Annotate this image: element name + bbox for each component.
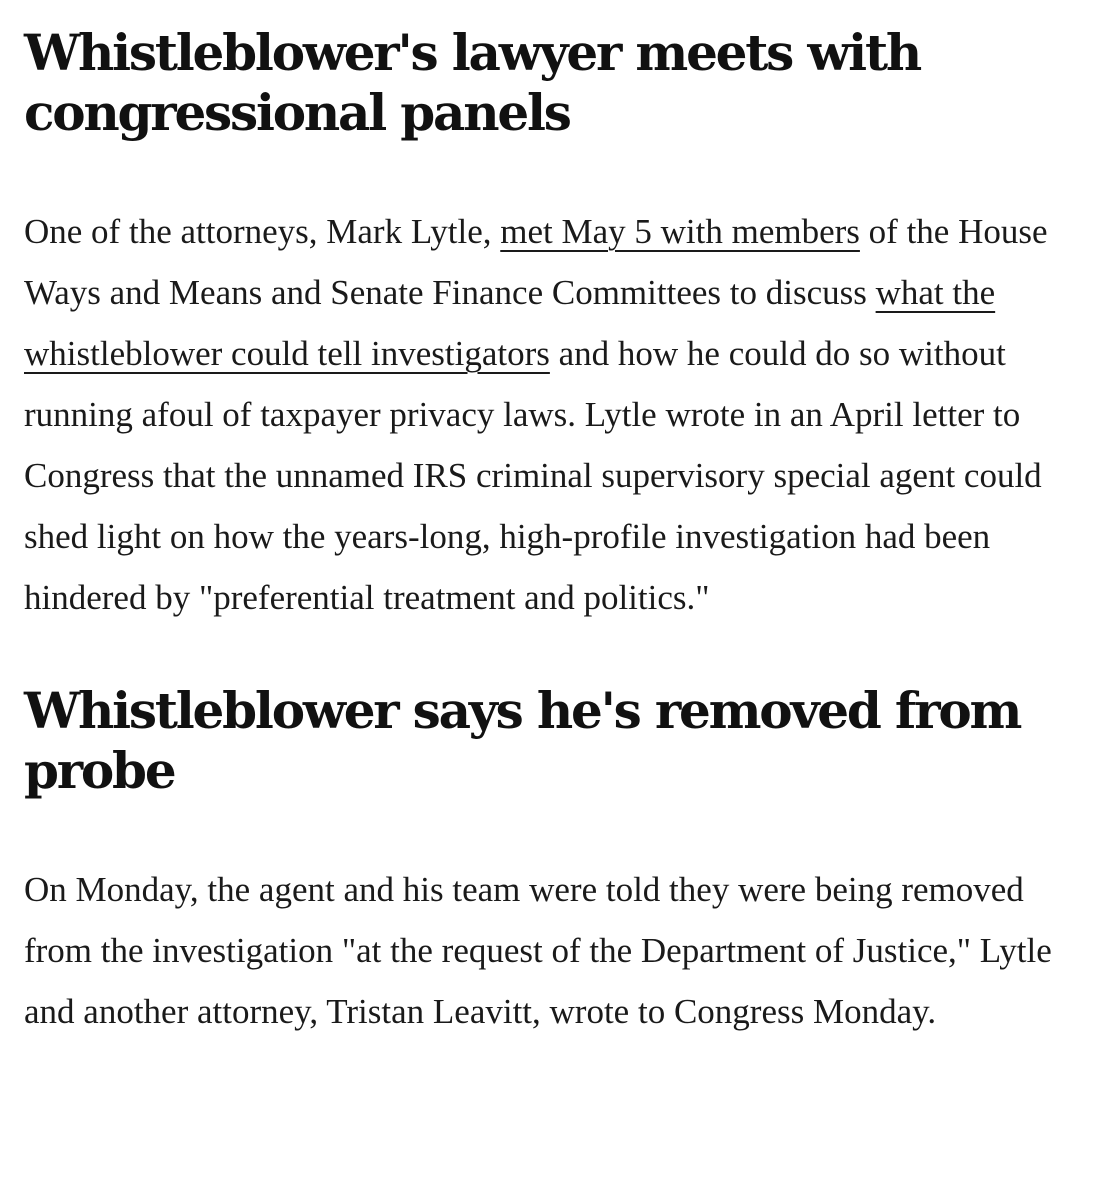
article-paragraph: On Monday, the agent and his team were told they were being removed from the investigation "at the request of the Department of Justice," Lytle and another attorney, Tristan Leavitt, wrote to Congress Monday. xyxy=(24,870,1052,1031)
section-heading: Whistleblower says he's removed from probe xyxy=(24,681,1021,800)
section-heading: Whistleblower's lawyer meets with congressional panels xyxy=(24,23,921,142)
paragraph-text: One of the attorneys, Mark Lytle, xyxy=(24,212,501,251)
link-met-may-5[interactable]: met May 5 with members xyxy=(500,212,860,251)
link-what-whistleblower-could-tell[interactable]: what the whistleblower could tell investigators xyxy=(24,273,996,373)
article-paragraph xyxy=(24,201,1083,628)
paragraph-text: and how he could do so without running afoul of taxpayer privacy laws. Lytle wrote in an April letter to Congress that the unnamed IRS criminal supervisory special agent could shed light on how the years-long, high-profile investigation had been hindered by "preferential treatment and politics." xyxy=(24,334,1042,617)
paragraph-text: of the House Ways and Means and Senate Finance Committees to discuss xyxy=(24,212,1048,312)
